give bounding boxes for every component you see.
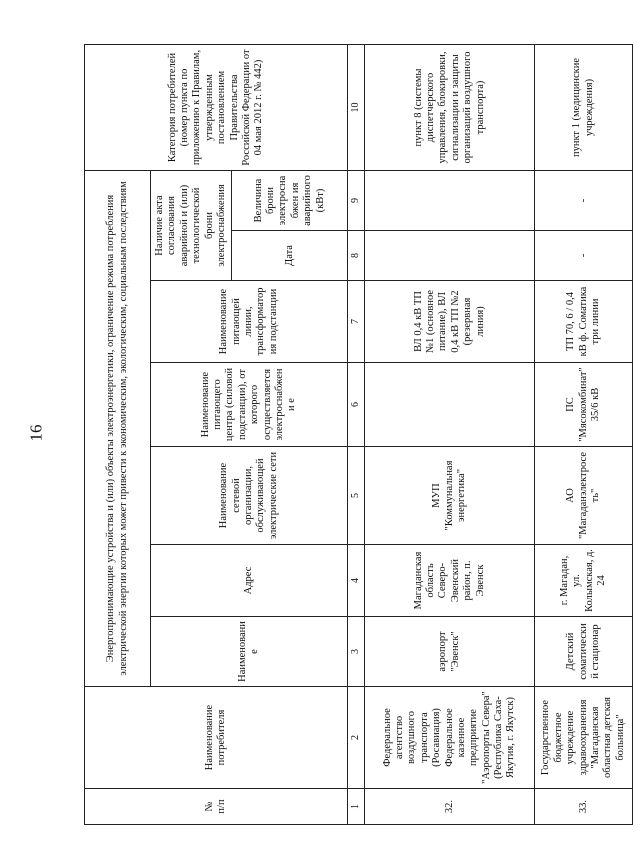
header-reserve: Величина брони электроснабжен ия аварийного (кВт) [232, 171, 348, 231]
row-network-org: МУП "Коммунальная энергетика" [365, 447, 535, 545]
row-power-center [365, 363, 535, 447]
row-reserve [365, 171, 535, 231]
index-cell: 5 [348, 447, 365, 545]
index-cell: 3 [348, 617, 365, 687]
row-category: пункт 8 (системы диспетчерского управления, блокировки, сигнализации и защиты организаций воздушного транспорта) [365, 45, 535, 171]
header-network-org: Наименование сетевой организации, обслуживающей электрические сети [151, 447, 348, 545]
header-row-1 [85, 45, 151, 825]
header-address: Адрес [151, 545, 348, 617]
header-power-center: Наименование питающего центра (силовой подстанции), от которого осуществляется электроснабжени е [151, 363, 348, 447]
row-name: Детский соматический стационар [535, 617, 633, 687]
index-row [348, 45, 365, 825]
index-cell: 4 [348, 545, 365, 617]
index-cell: 2 [348, 687, 365, 789]
header-date: Дата [232, 231, 348, 281]
row-reserve: - [535, 171, 633, 231]
row-network-org: АО "Магаданэлектросеть" [535, 447, 633, 545]
header-category: Категория потребителей (номер пункта по приложению к Правилам, утвержденным постановлением Правительства Российской Федерации от 04 мая 2012 г. № 442) [85, 45, 348, 171]
header-name: Наименование [151, 617, 348, 687]
page-number: 16 [26, 424, 46, 442]
index-cell: 1 [348, 789, 365, 825]
table-row [535, 45, 633, 825]
row-num: 33. [535, 789, 633, 825]
rotated-sheet [84, 45, 626, 825]
index-cell: 6 [348, 363, 365, 447]
row-consumer: Федеральное агентство воздушного транспорта (Росавиация) Федеральное казенное предприятие "Аэропорты Севера" (Республика Саха-Якутия, г. Якутск) [365, 687, 535, 789]
row-feeder: ВЛ 0,4 кВ ТП №1 (основное питание), ВЛ 0,4 кВ ТП №2 (резервная линия) [365, 281, 535, 363]
row-address: Магаданская область Северо-Эвенский район, п. Эвенск [365, 545, 535, 617]
header-num: № п/п [85, 789, 348, 825]
index-cell: 9 [348, 171, 365, 231]
row-name: аэропорт "Эвенск" [365, 617, 535, 687]
row-date [365, 231, 535, 281]
row-category: пункт 1 (медицинские учреждения) [535, 45, 633, 171]
row-date: - [535, 231, 633, 281]
index-cell: 8 [348, 231, 365, 281]
row-num: 32. [365, 789, 535, 825]
consumers-table [84, 44, 633, 825]
row-power-center: ПС "Мясокомбинат" 35/6 кВ [535, 363, 633, 447]
header-feeder: Наименование питающей линии, трансформатор ия подстанции [151, 281, 348, 363]
row-consumer: Государственное бюджетное учреждение здравоохранения "Магаданская областная детская больница" [535, 687, 633, 789]
index-cell: 7 [348, 281, 365, 363]
row-address: г. Магадан, ул. Колымская, д. 24 [535, 545, 633, 617]
table-row [365, 45, 535, 825]
index-cell: 10 [348, 45, 365, 171]
header-act-group: Наличие акта согласования аварийной и (или) технологической брони электроснабжения [151, 171, 232, 281]
header-objects-group: Энергопринимающие устройства и (или) объекты электроэнергетики, ограничение режима потребления электрической энергии которых может привести к экономическим, экологическим, социальным последствиям [85, 171, 151, 687]
table-region [84, 45, 626, 825]
row-feeder: ТП 70, 6 / 0,4 кВ ф. Соматика три линии [535, 281, 633, 363]
header-consumer: Наименование потребителя [85, 687, 348, 789]
